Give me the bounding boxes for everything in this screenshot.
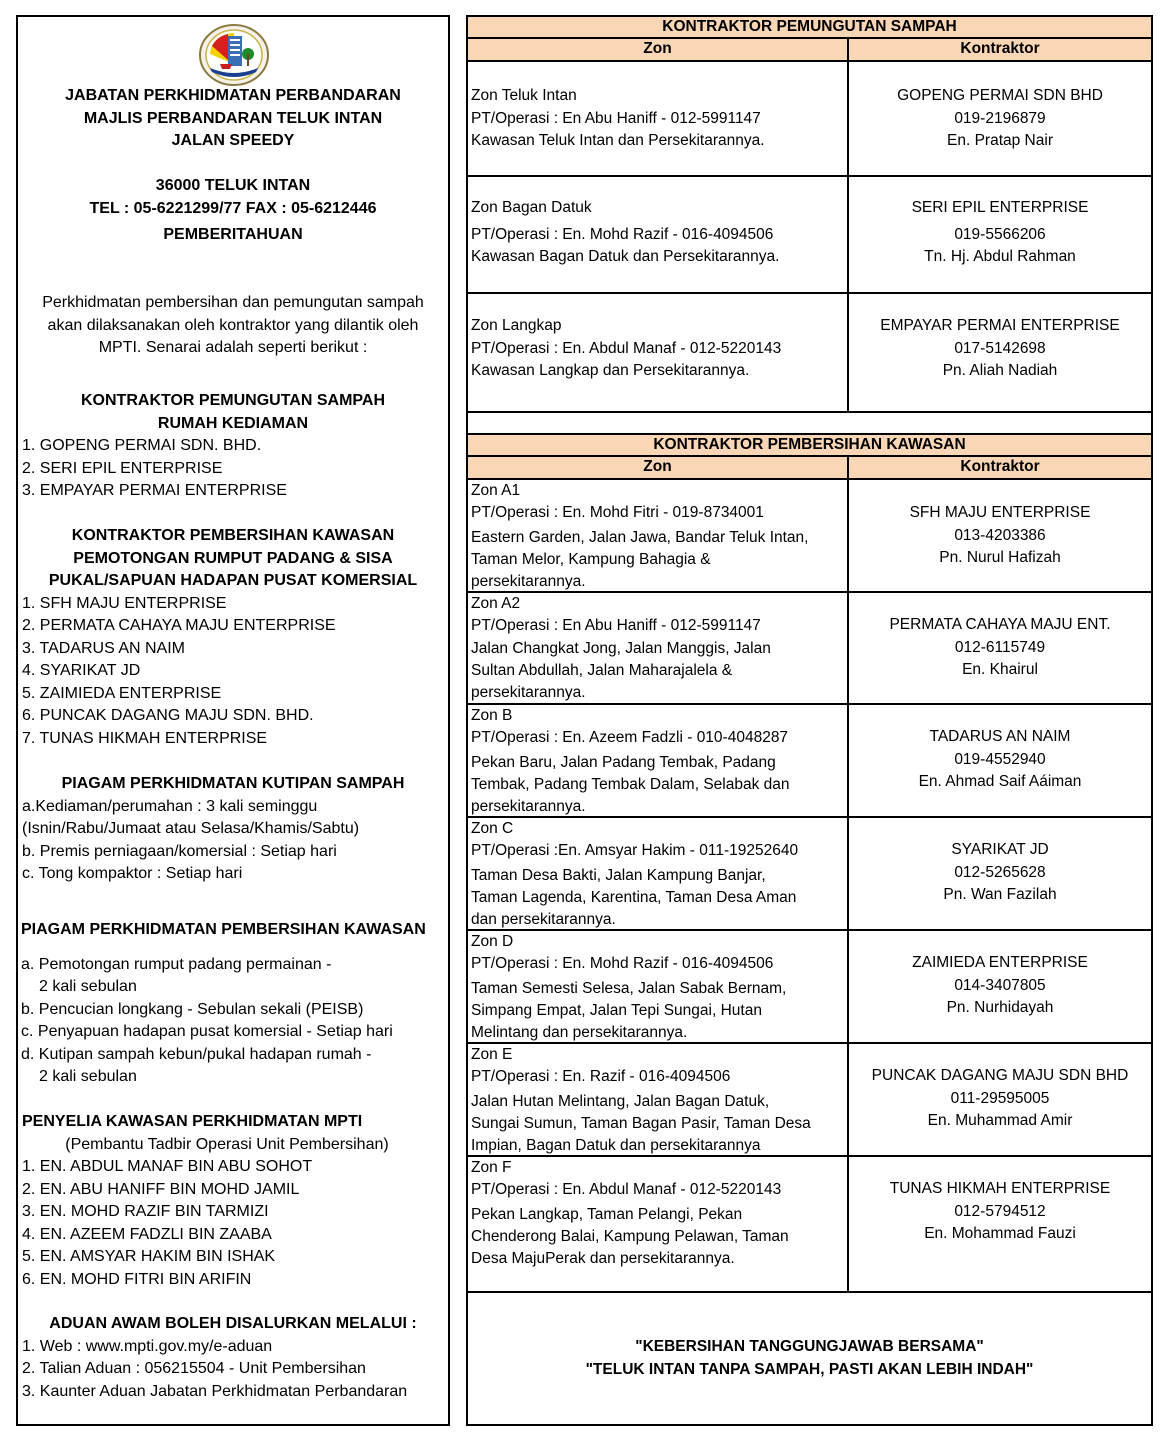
zone-name: Zon D (471, 933, 514, 950)
department-header (22, 85, 444, 153)
list-item: 4. EN. AZEEM FADZLI BIN ZAABA (22, 1225, 272, 1243)
contractor-contact: Pn. Aliah Nadiah (942, 362, 1058, 379)
zone-name: Zon Teluk Intan (471, 87, 577, 104)
table-row (468, 177, 1151, 294)
list-item: 5. EN. AMSYAR HAKIM BIN ISHAK (22, 1248, 276, 1265)
contractor-company: GOPENG PERMAI SDN BHD (897, 87, 1103, 104)
contractor-contact: En. Khairul (962, 661, 1038, 678)
intro-line: Perkhidmatan pembersihan dan pemungutan sampah (42, 294, 424, 311)
contractor-company: PUNCAK DAGANG MAJU SDN BHD (871, 1067, 1129, 1084)
intro-line: MPTI. Senarai adalah seperti berikut : (98, 339, 368, 356)
zone-area-line: Taman Semesti Selesa, Jalan Sabak Bernam, (471, 980, 787, 997)
list-item: 3. EN. MOHD RAZIF BIN TARMIZI (22, 1203, 269, 1220)
zone-cell (468, 294, 849, 411)
contractor-cell (849, 1157, 1151, 1291)
zone-cell (468, 593, 849, 703)
zone-area-line: Impian, Bagan Datuk dan persekitarannya (471, 1137, 761, 1154)
table-row (468, 62, 1151, 177)
list-item: d. Kutipan sampah kebun/pukal hadapan rumah - (21, 1045, 372, 1063)
contractor-phone: 014-3407805 (954, 976, 1046, 994)
list-item: 2 kali sebulan (39, 978, 137, 995)
section-subtitle: (Pembantu Tadbir Operasi Unit Pembersihan) (65, 1135, 389, 1153)
contractor-contact: En. Muhammad Amir (927, 1112, 1073, 1129)
intro-paragraph (22, 292, 444, 360)
zone-name: Zon F (471, 1159, 512, 1176)
tel-fax: TEL : 05-6221299/77 FAX : 05-6212446 (89, 199, 377, 217)
zone-area-line: Pekan Langkap, Taman Pelangi, Pekan (471, 1206, 743, 1223)
list-item: (Isnin/Rabu/Jumaat atau Selasa/Khamis/Sabtu) (22, 820, 360, 837)
contractor-cell (849, 931, 1151, 1042)
contractor-cell (849, 705, 1151, 816)
list-item: 6. EN. MOHD FITRI BIN ARIFIN (22, 1270, 252, 1288)
zone-officer: PT/Operasi : En. Abdul Manaf - 012-5220143 (471, 339, 782, 357)
contractor-phone: 019-4552940 (954, 750, 1046, 768)
column-header-contractor: Kontraktor (960, 40, 1040, 57)
zone-area-line: Tembak, Padang Tembak Dalam, Selabak dan (471, 776, 790, 793)
zone-cell (468, 1044, 849, 1155)
list-item: 1. SFH MAJU ENTERPRISE (22, 594, 227, 612)
zone-cell (468, 931, 849, 1042)
header-line: JALAN SPEEDY (171, 132, 295, 149)
table-row (468, 593, 1151, 705)
contractor-tables-panel (466, 15, 1153, 1426)
zone-name: Zon C (471, 820, 514, 837)
section-title: PIAGAM PERKHIDMATAN KUTIPAN SAMPAH (61, 775, 405, 792)
notice-title: PEMBERITAHUAN (163, 226, 303, 243)
contractor-contact: Tn. Hj. Abdul Rahman (924, 248, 1076, 265)
zone-area-line: dan persekitarannya. (471, 911, 616, 928)
zone-name: Zon A1 (471, 482, 521, 499)
zone-area-line: Taman Melor, Kampung Bahagia & (471, 551, 711, 568)
contractor-company: PERMATA CAHAYA MAJU ENT. (889, 616, 1111, 633)
contractor-company: EMPAYAR PERMAI ENTERPRISE (880, 317, 1120, 334)
list-item: b. Premis perniagaan/komersial : Setiap hari (22, 842, 337, 860)
intro-line: akan dilaksanakan oleh kontraktor yang dilantik oleh (47, 316, 419, 334)
contractor-cell (849, 818, 1151, 929)
contractor-company: SERI EPIL ENTERPRISE (911, 199, 1089, 216)
cleaning-table-header (468, 457, 1151, 480)
postcode-city: 36000 TELUK INTAN (155, 177, 311, 194)
zone-area-line: Jalan Changkat Jong, Jalan Manggis, Jalan (471, 640, 771, 657)
list-item: 2. SERI EPIL ENTERPRISE (22, 459, 223, 477)
contractor-phone: 013-4203386 (954, 526, 1046, 544)
cleaning-table-title: KONTRAKTOR PEMBERSIHAN KAWASAN (468, 435, 1151, 457)
contractor-cell (849, 177, 1151, 292)
web-link[interactable]: 1. Web : www.mpti.gov.my/e-aduan (22, 1337, 273, 1355)
cleaning-contractors-section (22, 525, 444, 750)
contractor-cell (849, 593, 1151, 703)
zone-area-line: persekitarannya. (471, 798, 586, 815)
list-item: 6. PUNCAK DAGANG MAJU SDN. BHD. (22, 707, 314, 724)
zone-name: Zon E (471, 1046, 513, 1063)
zone-area: Kawasan Teluk Intan dan Persekitarannya. (471, 132, 765, 149)
list-item: a. Pemotongan rumput padang permainan - (21, 955, 332, 973)
contractor-phone: 017-5142698 (954, 339, 1046, 357)
zone-name: Zon Langkap (471, 317, 562, 334)
contractor-cell (849, 294, 1151, 411)
zone-officer: PT/Operasi : En. Mohd Fitri - 019-8734001 (471, 504, 764, 521)
zone-name: Zon B (471, 707, 513, 724)
zone-area-line: Eastern Garden, Jalan Jawa, Bandar Teluk Intan, (471, 529, 809, 546)
complaints-section (22, 1313, 444, 1403)
zone-officer: PT/Operasi :En. Amsyar Hakim - 011-19252640 (471, 842, 799, 859)
zone-area-line: Sungai Sumun, Taman Bagan Pasir, Taman Desa (471, 1115, 811, 1132)
list-item: c. Penyapuan hadapan pusat komersial - Setiap hari (21, 1023, 393, 1040)
collection-table-title: KONTRAKTOR PEMUNGUTAN SAMPAH (468, 17, 1151, 39)
list-item: c. Tong kompaktor : Setiap hari (22, 865, 243, 882)
list-item: 1. GOPENG PERMAI SDN. BHD. (22, 437, 262, 454)
contractor-company: TUNAS HIKMAH ENTERPRISE (889, 1180, 1111, 1197)
zone-cell (468, 1157, 849, 1291)
section-title: RUMAH KEDIAMAN (157, 414, 309, 432)
zone-cell (468, 818, 849, 929)
collection-table-header (468, 39, 1151, 62)
contractor-company: SFH MAJU ENTERPRISE (909, 504, 1091, 521)
zone-area-line: Pekan Baru, Jalan Padang Tembak, Padang (471, 754, 776, 771)
contractor-phone: 012-6115749 (954, 638, 1046, 656)
zone-officer: PT/Operasi : En. Razif - 016-4094506 (471, 1068, 731, 1085)
supervisors-section (22, 1111, 444, 1291)
table-row (468, 705, 1151, 818)
contractor-cell (849, 62, 1151, 175)
section-title: PEMOTONGAN RUMPUT PADANG & SISA (73, 549, 393, 567)
list-item: 5. ZAIMIEDA ENTERPRISE (22, 684, 222, 702)
zone-officer: PT/Operasi : En. Mohd Razif - 016-4094506 (471, 225, 774, 243)
collection-charter-section (22, 773, 444, 886)
list-item: 3. Kaunter Aduan Jabatan Perkhidmatan Perbandaran (22, 1382, 408, 1400)
table-row (468, 931, 1151, 1044)
zone-area-line: Desa MajuPerak dan persekitarannya. (471, 1250, 735, 1267)
section-title: KONTRAKTOR PEMUNGUTAN SAMPAH (81, 392, 385, 409)
zone-cell (468, 480, 849, 591)
list-item: 7. TUNAS HIKMAH ENTERPRISE (22, 729, 268, 747)
contractor-contact: Pn. Wan Fazilah (943, 886, 1057, 903)
list-item: 2. EN. ABU HANIFF BIN MOHD JAMIL (22, 1180, 300, 1198)
table-row (468, 1044, 1151, 1157)
list-item: 3. EMPAYAR PERMAI ENTERPRISE (22, 482, 287, 499)
column-header-zone: Zon (468, 457, 849, 478)
list-item: 2 kali sebulan (39, 1068, 137, 1085)
zone-area-line: Simpang Empat, Jalan Tepi Sungai, Hutan (471, 1002, 762, 1019)
zone-name: Zon A2 (471, 595, 521, 612)
residential-contractors-section (22, 390, 444, 503)
section-title: PUKAL/SAPUAN HADAPAN PUSAT KOMERSIAL (48, 572, 418, 589)
table-row (468, 818, 1151, 931)
table-row (468, 1157, 1151, 1293)
table-row (468, 294, 1151, 413)
cleaning-charter-section (21, 919, 448, 1089)
list-item: 4. SYARIKAT JD (22, 662, 141, 679)
zone-area-line: Melintang dan persekitarannya. (471, 1024, 688, 1041)
contractor-phone: 019-2196879 (954, 109, 1046, 127)
contractor-phone: 012-5794512 (954, 1202, 1046, 1220)
header-line: JABATAN PERKHIDMATAN PERBANDARAN (65, 87, 401, 104)
zone-officer: PT/Operasi : En. Azeem Fadzli - 010-4048287 (471, 729, 789, 746)
header-line: MAJLIS PERBANDARAN TELUK INTAN (83, 109, 383, 127)
zone-area-line: Chenderong Balai, Kampung Pelawan, Taman (471, 1228, 789, 1245)
contractor-cell (849, 480, 1151, 591)
column-header-zone: Zon (468, 39, 849, 60)
zone-name: Zon Bagan Datuk (471, 199, 592, 216)
contractor-phone: 011-29595005 (950, 1089, 1050, 1107)
slogan-line: "KEBERSIHAN TANGGUNGJAWAB BERSAMA" (635, 1338, 984, 1355)
zone-officer: PT/Operasi : En Abu Haniff - 012-5991147 (471, 617, 761, 634)
zone-cell (468, 177, 849, 292)
zone-area-line: Taman Lagenda, Karentina, Taman Desa Aman (471, 889, 797, 906)
address-block (22, 175, 444, 220)
list-item: b. Pencucian longkang - Sebulan sekali (PEISB) (21, 1000, 364, 1018)
list-item: 3. TADARUS AN NAIM (22, 639, 185, 657)
table-row (468, 480, 1151, 593)
zone-cell (468, 62, 849, 175)
contractor-contact: En. Mohammad Fauzi (924, 1225, 1076, 1242)
slogan-line: "TELUK INTAN TANPA SAMPAH, PASTI AKAN LEBIH INDAH" (585, 1360, 1034, 1378)
zone-cell (468, 705, 849, 816)
zone-area-line: Jalan Hutan Melintang, Jalan Bagan Datuk, (471, 1093, 770, 1110)
zone-officer: PT/Operasi : En. Abdul Manaf - 012-5220143 (471, 1181, 782, 1198)
section-title: ADUAN AWAM BOLEH DISALURKAN MELALUI : (49, 1315, 417, 1332)
zone-area-line: Taman Desa Bakti, Jalan Kampung Banjar, (471, 867, 766, 884)
contractor-company: ZAIMIEDA ENTERPRISE (912, 954, 1088, 971)
contractor-contact: En. Ahmad Saif Aáiman (918, 773, 1082, 790)
zone-area: Kawasan Langkap dan Persekitarannya. (471, 362, 750, 379)
zone-area-line: persekitarannya. (471, 573, 586, 590)
contractor-contact: Pn. Nurul Hafizah (939, 549, 1061, 566)
list-item: 1. EN. ABDUL MANAF BIN ABU SOHOT (22, 1158, 313, 1175)
contractor-company: TADARUS AN NAIM (929, 728, 1071, 745)
zone-officer: PT/Operasi : En. Mohd Razif - 016-4094506 (471, 955, 774, 972)
slogan-box (468, 1293, 1151, 1424)
section-title: PIAGAM PERKHIDMATAN PEMBERSIHAN KAWASAN (21, 921, 426, 938)
section-title: PENYELIA KAWASAN PERKHIDMATAN MPTI (22, 1113, 363, 1130)
zone-officer: PT/Operasi : En Abu Haniff - 012-5991147 (471, 109, 761, 127)
contractor-contact: En. Pratap Nair (947, 132, 1053, 149)
contractor-cell (849, 1044, 1151, 1155)
zone-area-line: persekitarannya. (471, 684, 586, 701)
zone-area-line: Sultan Abdullah, Jalan Maharajalela & (471, 662, 733, 679)
mpti-crest-logo-icon (198, 24, 270, 86)
notice-left-panel (16, 15, 450, 1426)
contractor-phone: 019-5566206 (954, 225, 1046, 243)
contractor-phone: 012-5265628 (954, 863, 1046, 881)
contractor-contact: Pn. Nurhidayah (946, 999, 1054, 1016)
list-item: a.Kediaman/perumahan : 3 kali seminggu (22, 797, 318, 815)
zone-area: Kawasan Bagan Datuk dan Persekitarannya. (471, 248, 780, 265)
section-title: KONTRAKTOR PEMBERSIHAN KAWASAN (71, 527, 395, 544)
contractor-company: SYARIKAT JD (951, 841, 1049, 858)
list-item: 2. Talian Aduan : 056215504 - Unit Pembersihan (22, 1360, 366, 1377)
table-spacer (468, 413, 1151, 435)
list-item: 2. PERMATA CAHAYA MAJU ENTERPRISE (22, 617, 336, 634)
column-header-contractor: Kontraktor (960, 458, 1040, 475)
